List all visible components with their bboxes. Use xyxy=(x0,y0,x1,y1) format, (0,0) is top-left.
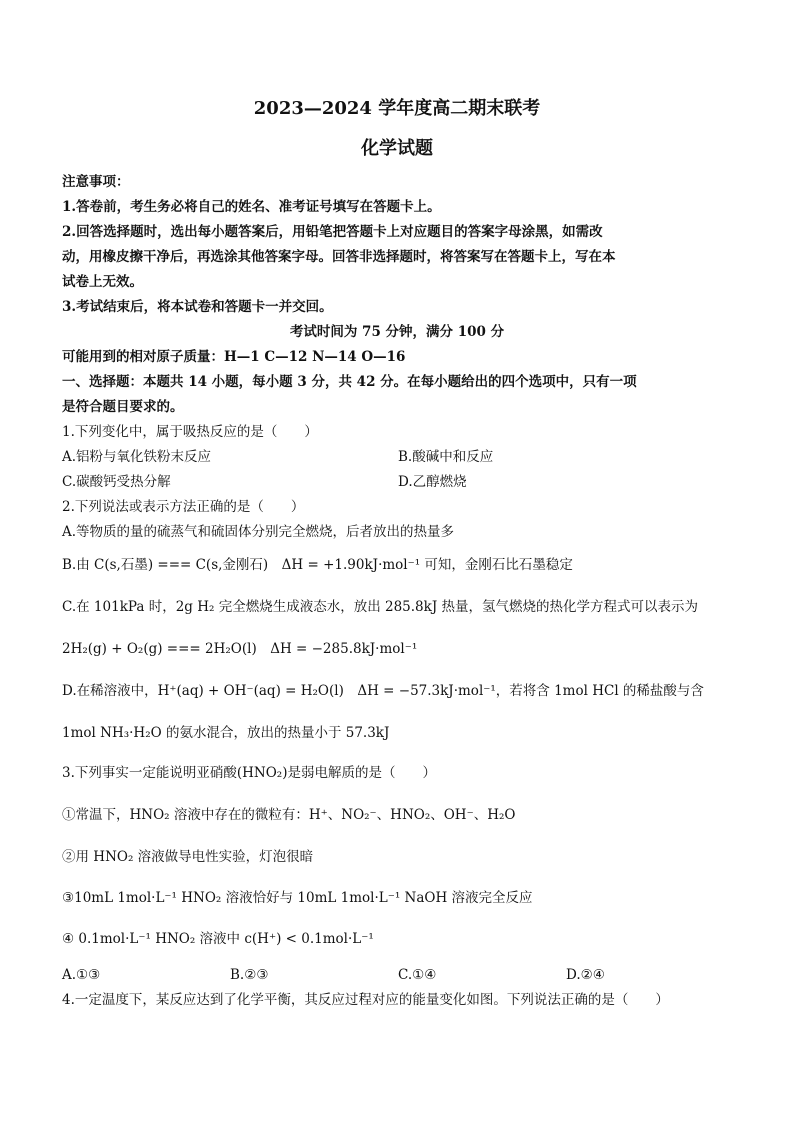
note-3: 3.考试结束后，将本试卷和答题卡一并交回。 xyxy=(62,299,333,315)
q1-option-b: B.酸碱中和反应 xyxy=(398,449,494,465)
q3-item-1: ①常温下，HNO₂ 溶液中存在的微粒有：H⁺、NO₂⁻、HNO₂、OH⁻、H₂O xyxy=(62,807,516,823)
q2-option-b: B.由 C(s,石墨) === C(s,金刚石) ΔH = +1.90kJ·mol⁻¹ 可知，金刚石比石墨稳定 xyxy=(62,557,573,573)
q3-stem: 3.下列事实一定能说明亚硝酸(HNO₂)是弱电解质的是（ ） xyxy=(62,765,436,781)
q3-item-2: ②用 HNO₂ 溶液做导电性实验，灯泡很暗 xyxy=(62,849,314,865)
q2-option-a: A.等物质的量的硫蒸气和硫固体分别完全燃烧，后者放出的热量多 xyxy=(62,524,455,540)
q3-item-3: ③10mL 1mol·L⁻¹ HNO₂ 溶液恰好与 10mL 1mol·L⁻¹ NaOH 溶液完全反应 xyxy=(62,890,533,906)
exam-title: 2023—2024 学年度高二期末联考 xyxy=(253,98,541,119)
exam-time: 考试时间为 75 分钟，满分 100 分 xyxy=(289,324,505,340)
q1-option-a: A.铝粉与氧化铁粉末反应 xyxy=(62,449,212,465)
note-2-line-2: 动，用橡皮擦干净后，再选涂其他答案字母。回答非选择题时，将答案写在答题卡上，写在本 xyxy=(62,249,616,265)
q3-option-b: B.②③ xyxy=(230,967,269,983)
q1-option-d: D.乙醇燃烧 xyxy=(398,474,467,490)
q1-stem: 1.下列变化中，属于吸热反应的是（ ） xyxy=(62,424,318,440)
q2-option-d-line-2: 1mol NH₃·H₂O 的氨水混合，放出的热量小于 57.3kJ xyxy=(62,725,390,741)
q3-option-d: D.②④ xyxy=(566,967,605,983)
q1-option-c: C.碳酸钙受热分解 xyxy=(62,474,171,490)
notes-heading: 注意事项： xyxy=(62,174,130,190)
section-1-line-1: 一、选择题：本题共 14 小题，每小题 3 分，共 42 分。在每小题给出的四个选项中，只有一项 xyxy=(62,374,637,390)
q3-option-c: C.①④ xyxy=(398,967,437,983)
q3-item-4: ④ 0.1mol·L⁻¹ HNO₂ 溶液中 c(H⁺) < 0.1mol·L⁻¹ xyxy=(62,931,374,947)
note-2-line-1: 2.回答选择题时，选出每小题答案后，用铅笔把答题卡上对应题目的答案字母涂黑，如需改 xyxy=(62,224,603,240)
note-1: 1.答卷前，考生务必将自己的姓名、准考证号填写在答题卡上。 xyxy=(62,199,441,215)
q4-stem: 4.一定温度下，某反应达到了化学平衡，其反应过程对应的能量变化如图。下列说法正确的是（ ） xyxy=(62,992,669,1008)
exam-subtitle: 化学试题 xyxy=(361,138,433,159)
note-2-line-3: 试卷上无效。 xyxy=(62,274,143,290)
section-1-line-2: 是符合题目要求的。 xyxy=(62,399,184,415)
q2-stem: 2.下列说法或表示方法正确的是（ ） xyxy=(62,499,305,515)
q2-option-c-line-1: C.在 101kPa 时，2g H₂ 完全燃烧生成液态水，放出 285.8kJ 热量，氢气燃烧的热化学方程式可以表示为 xyxy=(62,599,699,615)
q2-option-c-line-2: 2H₂(g) + O₂(g) === 2H₂O(l) ΔH = −285.8kJ·mol⁻¹ xyxy=(62,641,418,657)
q3-option-a: A.①③ xyxy=(62,967,101,983)
atomic-masses: 可能用到的相对原子质量：H—1 C—12 N—14 O—16 xyxy=(62,349,406,365)
q2-option-d-line-1: D.在稀溶液中，H⁺(aq) + OH⁻(aq) = H₂O(l) ΔH = −57.3kJ·mol⁻¹，若将含 1mol HCl 的稀盐酸与含 xyxy=(62,683,704,699)
